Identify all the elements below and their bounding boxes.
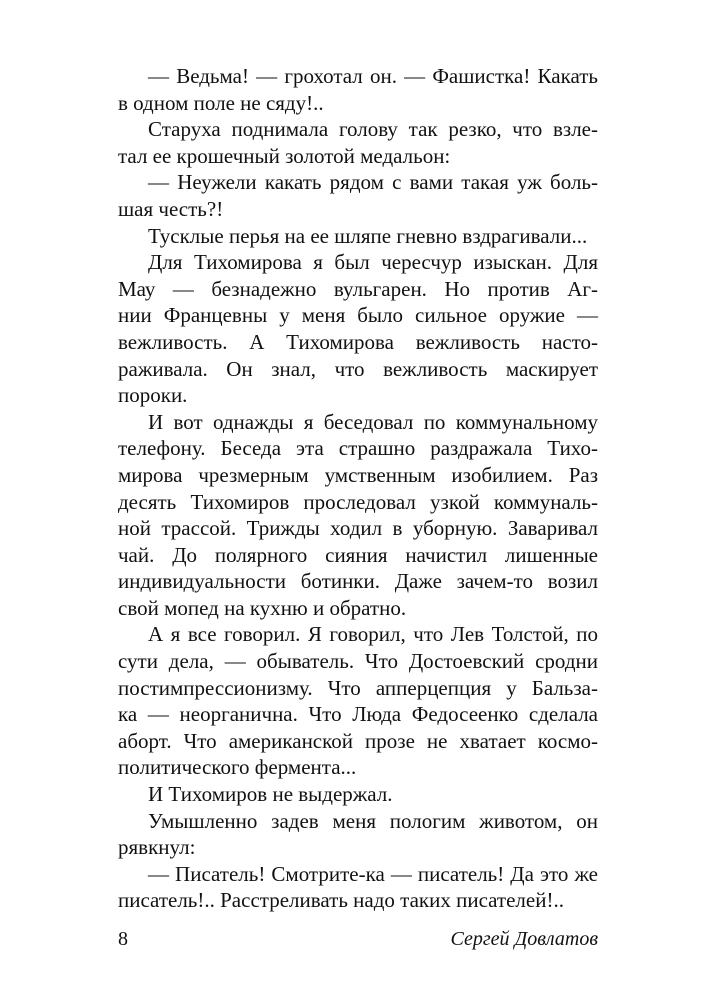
page-body [118,63,598,914]
text-line: А я все говорил. Я говорил, что Лев Толстой, по [148,622,598,647]
text-line: в одном поле не сяду!.. [118,90,324,115]
text-line: Мау — безнадежно вульгарен. Но против Аг- [118,276,598,301]
text-line: постимпрессионизму. Что апперцепция у Бальза- [118,675,598,700]
text-line: мирова чрезмерным умственным изобилием. Раз [118,462,598,487]
text-line: Тусклые перья на ее шляпе гневно вздрагивали... [148,223,588,248]
text-line: раживала. Он знал, что вежливость маскирует [118,356,598,381]
text-line: свой мопед на кухню и обратно. [118,595,407,620]
page-number: 8 [118,928,128,950]
text-line: ной трассой. Трижды ходил в уборную. Заваривал [118,516,598,541]
text-line: тал ее крошечный золотой медальон: [118,143,451,168]
running-footer-author: Сергей Довлатов [450,928,598,950]
text-line: десять Тихомиров проследовал узкой коммуналь- [118,489,598,514]
text-line: И вот однажды я беседовал по коммунальному [148,409,598,434]
text-line: Умышленно задев меня пологим животом, он [148,808,598,833]
text-line: рявкнул: [118,835,196,860]
text-line: индивидуальности ботинки. Даже зачем-то возил [118,569,598,594]
text-line: чай. До полярного сияния начистил лишенные [118,542,598,567]
text-line: — Неужели какать рядом с вами такая уж боль- [148,170,598,195]
text-line: вежливость. А Тихомирова вежливость насто- [118,329,598,354]
text-line: Старуха поднимала голову так резко, что взле- [148,117,598,142]
text-line: сути дела, — обыватель. Что Достоевский сродни [118,649,598,674]
text-line: И Тихомиров не выдержал. [148,782,393,807]
text-line: пороки. [118,383,188,408]
page-footer [118,924,598,954]
text-line: шая честь?! [118,196,224,221]
text-line: аборт. Что американской прозе не хватает космо- [118,728,598,753]
text-line: нии Францевны у меня было сильное оружие — [118,303,598,328]
text-line: политического фермента... [118,755,357,780]
text-line: телефону. Беседа эта страшно раздражала Тихо- [118,436,598,461]
text-line: ка — неорганична. Что Люда Федосеенко сделала [118,702,598,727]
text-line: — Ведьма! — грохотал он. — Фашистка! Какать [148,64,598,88]
text-line: Для Тихомирова я был чересчур изыскан. Для [148,250,598,275]
text-line: — Писатель! Смотрите-ка — писатель! Да это же [148,861,598,886]
text-line: писатель!.. Расстреливать надо таких писателей!.. [118,888,564,913]
